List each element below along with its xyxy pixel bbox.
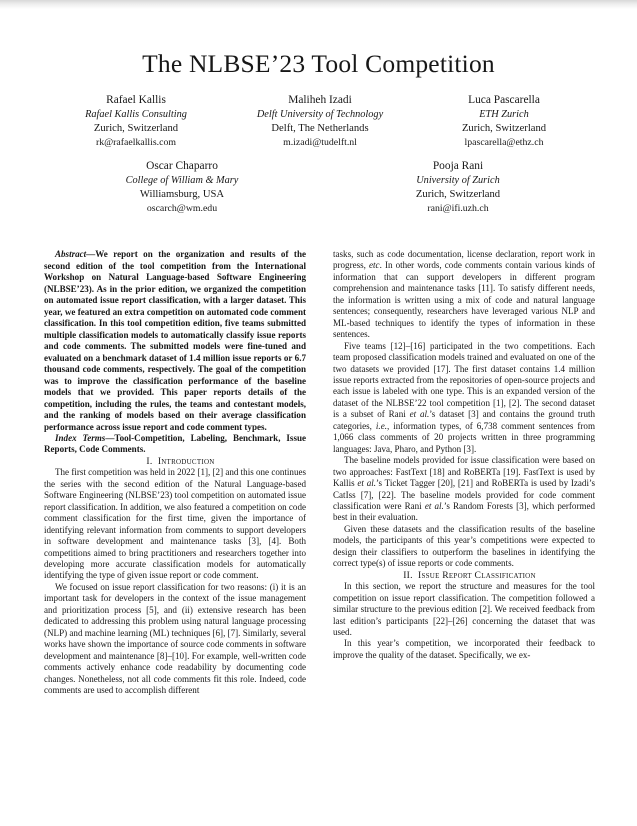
paragraph [333, 341, 595, 456]
author-location: Williamsburg, USA [139, 188, 225, 200]
author-name: Rafael Kallis [106, 94, 166, 106]
run-text: information types, of 6,738 comment sentences from 1,066 class comments of 20 projects written in three programming languages: Java, Pharo, and Python [3]. [333, 420, 595, 454]
emphasis-text: et al. [409, 409, 430, 420]
index-terms [44, 433, 306, 456]
paragraph: The first competition was held in 2022 [1], [2] and this one continues the series with the second edition of the Natural Language-based Software Engineering (NLBSE’23) tool competition on automated issue report classification. In addition, we also featured a competition on code comment classification for the first time, given the importance of identifying relevant information from comments to support developers in software development and maintenance tasks [3], [4]. Both competitions aimed to bring practitioners and researchers together into developing more accurate classification models for automatically identifying the type of given issue report or code comment. [44, 467, 306, 581]
emphasis-text: et al. [424, 500, 444, 511]
author-location: Zurich, Switzerland [93, 122, 179, 134]
author-block [320, 159, 596, 215]
section-numeral: II. [403, 569, 413, 581]
run-text: Five teams [12]–[16] participated in the two competitions. Each team proposed classification models trained and evaluated on one of the two datasets we provided [17]. The first dataset contains 1.4 million issue reports extracted from the repositories of open-source projects and each issue is labeled with one type. This is an expanded version of the dataset of the NLBSE’22 tool competition [1], [2]. The second dataset is a subset of Rani [333, 340, 595, 420]
author-block [412, 93, 596, 149]
author-email: lpascarella@ethz.ch [464, 136, 544, 148]
paragraph: In this section, we report the structure and measures for the tool competition on issue report classification. The competition followed a similar structure to the previous edition [2]. We received feedback from last edition’s participants [22]–[26] concerning the dataset that was used. [333, 581, 595, 637]
index-terms-label: Index Terms [55, 433, 106, 443]
run-text: The baseline models provided for issue classification were based on two approaches: FastText [18] and RoBERTa [19]. FastText is used by Kallis [333, 455, 595, 489]
run-text: ’s Ticket Tagger [20], [21] and RoBERTa is used by Izadi’s CatIss [7], [22]. The baseline models provided for code comment classification were Rani [333, 478, 595, 511]
emphasis-text: etc [369, 260, 380, 271]
run-text: ’s dataset [3] and contains the ground truth categories, [333, 409, 595, 431]
paragraph [333, 455, 595, 524]
section-heading-issue-report-classification [333, 570, 595, 581]
author-row-first [44, 93, 596, 149]
author-affiliation: College of William & Mary [125, 175, 239, 187]
author-affiliation: Delft University of Technology [256, 109, 384, 121]
paragraph: We focused on issue report classification for two reasons: (i) it is an important task for developers in the context of the issue management and prioritization process [5], and (ii) extensive research has been dedicated to addressing this problem using natural language processing (NLP) and machine learning (ML) techniques [6], [7]. Similarly, several works have shown the importance of source code comments in software development and maintenance [8]–[10]. For example, well-written code comments actively enhance code readability by documenting code changes. Nonetheless, not all code comments fit this role. Indeed, code comments are used to accomplish different [44, 581, 306, 695]
author-name: Maliheh Izadi [288, 94, 352, 106]
author-affiliation: University of Zurich [416, 175, 500, 187]
section-numeral: I. [146, 455, 153, 467]
run-text: Given these datasets and the classification results of the baseline models, the participants of this year’s competitions were expected to design their classifiers to outperform the baselines in identifying the correct type(s) of issue reports or code comments. [333, 523, 595, 569]
section-title: Issue Report Classification [418, 569, 536, 581]
run-text: ’s Random Forests [3], which performed best in their evaluation. [333, 500, 595, 523]
author-location: Delft, The Netherlands [271, 122, 369, 134]
author-block [228, 93, 412, 149]
author-row-second [44, 159, 596, 215]
author-name: Luca Pascarella [468, 94, 540, 106]
paragraph: In this year’s competition, we incorporated their feedback to improve the quality of the dataset. Specifically, we ex- [333, 638, 595, 660]
emphasis-text: i.e., [375, 420, 390, 431]
page-top-edge-shading [0, 0, 637, 9]
page-title: The NLBSE’23 Tool Competition [142, 49, 495, 78]
author-block [44, 159, 320, 215]
author-email: rani@ifi.uzh.ch [427, 202, 489, 214]
body-column-right [333, 249, 595, 661]
author-name: Oscar Chaparro [146, 160, 218, 172]
author-email: m.izadi@tudelft.nl [283, 136, 357, 148]
author-affiliation: ETH Zurich [479, 109, 529, 121]
paragraph [333, 524, 595, 570]
index-terms-text: —Tool-Competition, Labeling, Benchmark, Issue Reports, Code Comments. [44, 433, 307, 455]
section-title: Introduction [157, 455, 215, 467]
author-block [44, 93, 228, 149]
abstract [44, 249, 306, 433]
abstract-text: —We report on the organization and results of the second edition of the tool competition from the International Workshop on Natural Language-based Software Engineering (NLBSE’23). As in the prior edition, we organized the competition on automated issue report classification, with a larger dataset. This year, we featured an extra competition on automated code comment classification. In this tool competition edition, five teams submitted multiple classification models to automatically classify issue reports and code comments. The submitted models were fine-tuned and evaluated on a benchmark dataset of 1.4 million issue reports or 6.7 thousand code comments, respectively. The goal of the competition was to improve the classification performance of the baseline models that we provided. This paper reports details of the competition, including the rules, the teams and contestant models, and the ranking of models based on their average classification performance across issue report and code comment types. [44, 249, 306, 432]
author-location: Zurich, Switzerland [415, 188, 501, 200]
author-location: Zurich, Switzerland [461, 122, 547, 134]
run-text: tasks, such as code documentation, license declaration, report work in progress, [333, 249, 595, 271]
run-text: . In other words, code comments contain various kinds of information that can support developers in different program comprehension and maintenance tasks [11]. To satisfy different needs, the information is written using a mix of code and natural language sentences; consequently, researchers have leveraged various NLP and ML-based techniques to identify the types of information in these sentences. [333, 260, 595, 340]
paragraph-continued [333, 249, 595, 341]
author-email: rk@rafaelkallis.com [95, 136, 176, 148]
body-column-left [44, 249, 306, 696]
section-heading-introduction [44, 456, 306, 467]
abstract-label: Abstract [55, 249, 87, 259]
author-email: oscarch@wm.edu [146, 202, 218, 214]
author-name: Pooja Rani [432, 160, 484, 172]
emphasis-text: et al. [357, 478, 376, 489]
author-affiliation: Rafael Kallis Consulting [85, 109, 187, 121]
